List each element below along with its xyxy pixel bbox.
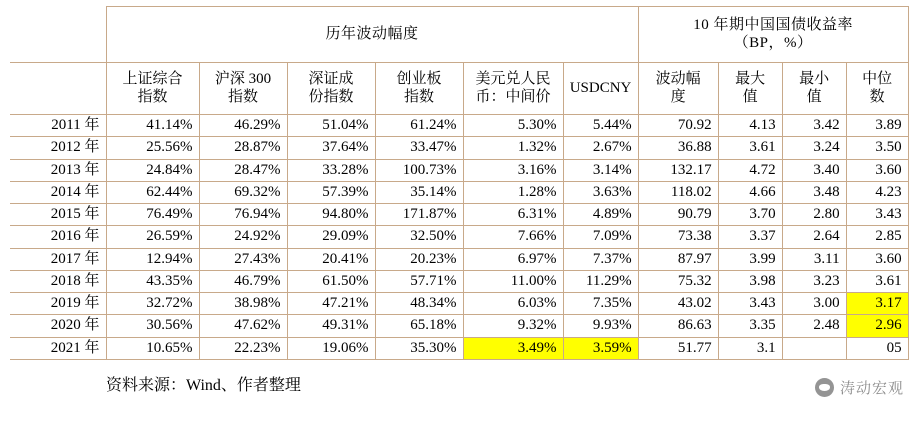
table-cell: 132.17: [638, 159, 718, 181]
table-cell: 57.39%: [287, 181, 375, 203]
table-corner-cell-2: [10, 63, 106, 115]
table-cell: 3.14%: [563, 159, 638, 181]
table-cell: 2.67%: [563, 137, 638, 159]
row-header-year: 2013 年: [10, 159, 106, 181]
table-cell: 30.56%: [106, 315, 199, 337]
table-cell: 100.73%: [375, 159, 463, 181]
table-cell: 6.31%: [463, 204, 563, 226]
table-cell: 4.89%: [563, 204, 638, 226]
table-cell: 3.60: [846, 159, 908, 181]
table-cell: 2.64: [782, 226, 846, 248]
table-row: [10, 204, 908, 226]
column-header-line: 最大: [735, 71, 766, 88]
table-cell: 76.94%: [199, 204, 287, 226]
table-row: [10, 181, 908, 203]
table-cell: 4.72: [718, 159, 782, 181]
table-cell: 05: [846, 337, 908, 359]
table-cell: 86.63: [638, 315, 718, 337]
column-header-line: 上证综合: [122, 71, 183, 88]
table-cell: 6.03%: [463, 293, 563, 315]
table-cell: 3.63%: [563, 181, 638, 203]
table-row: [10, 337, 908, 359]
row-header-year: 2016 年: [10, 226, 106, 248]
table-row: [10, 315, 908, 337]
row-header-year: 2017 年: [10, 248, 106, 270]
column-header-line: 值: [742, 88, 758, 105]
table-cell: 29.09%: [287, 226, 375, 248]
table-cell: 32.72%: [106, 293, 199, 315]
column-header-line: 指数: [403, 88, 434, 105]
table-cell: 43.35%: [106, 270, 199, 292]
table-row: [10, 293, 908, 315]
table-cell: 3.42: [782, 115, 846, 137]
table-cell: 61.50%: [287, 270, 375, 292]
table-cell: 70.92: [638, 115, 718, 137]
table-column-header-row: [10, 63, 908, 115]
table-cell: 3.1: [718, 337, 782, 359]
table-cell: 9.93%: [563, 315, 638, 337]
table-cell: 37.64%: [287, 137, 375, 159]
group-header-bond-yield-line1: 10 年期中国国债收益率: [693, 17, 853, 34]
table-cell: 7.37%: [563, 248, 638, 270]
table-cell: 65.18%: [375, 315, 463, 337]
column-header-line: 深证成: [308, 71, 354, 88]
table-cell: 1.28%: [463, 181, 563, 203]
group-header-bond-yield: [638, 7, 908, 63]
column-header-min: [782, 63, 846, 115]
column-header-line: 指数: [137, 88, 168, 105]
column-header-line: 中位: [862, 71, 893, 88]
table-cell: 3.43: [846, 204, 908, 226]
table-cell: 3.48: [782, 181, 846, 203]
table-cell: 47.62%: [199, 315, 287, 337]
table-cell: 3.98: [718, 270, 782, 292]
table-cell: 46.29%: [199, 115, 287, 137]
column-header-line: 度: [670, 88, 686, 105]
group-header-volatility: 历年波动幅度: [106, 7, 638, 63]
column-header-line: 份指数: [308, 88, 354, 105]
source-note: 资料来源：Wind、作者整理: [106, 376, 301, 394]
table-cell: 3.43: [718, 293, 782, 315]
table-cell: 3.23: [782, 270, 846, 292]
watermark-text: 涛动宏观: [839, 381, 904, 397]
table-cell: 19.06%: [287, 337, 375, 359]
column-header-max: [718, 63, 782, 115]
table-cell: 76.49%: [106, 204, 199, 226]
table-cell: 69.32%: [199, 181, 287, 203]
table-cell: 32.50%: [375, 226, 463, 248]
table-row: [10, 248, 908, 270]
table-cell: 24.92%: [199, 226, 287, 248]
table-cell: 36.88: [638, 137, 718, 159]
table-cell: 1.32%: [463, 137, 563, 159]
table-cell: 4.23: [846, 181, 908, 203]
column-header-yield-range: [638, 63, 718, 115]
row-header-year: 2021 年: [10, 337, 106, 359]
table-cell: 51.04%: [287, 115, 375, 137]
table-cell: 61.24%: [375, 115, 463, 137]
table-cell: 2.85: [846, 226, 908, 248]
table-cell: 3.11: [782, 248, 846, 270]
table-cell: 5.44%: [563, 115, 638, 137]
table-cell: 47.21%: [287, 293, 375, 315]
table-cell: 3.37: [718, 226, 782, 248]
column-header-line: 波动幅: [655, 71, 701, 88]
table-cell: 3.16%: [463, 159, 563, 181]
table-cell: 20.23%: [375, 248, 463, 270]
column-header-median: [846, 63, 908, 115]
table-cell: 90.79: [638, 204, 718, 226]
table-cell: 12.94%: [106, 248, 199, 270]
column-header-line: 数: [869, 88, 885, 105]
table-cell: 2.80: [782, 204, 846, 226]
table-cell: 3.61: [846, 270, 908, 292]
table-cell: 11.00%: [463, 270, 563, 292]
table-row: [10, 115, 908, 137]
table-cell: 3.49%: [463, 337, 563, 359]
table-cell: 4.66: [718, 181, 782, 203]
table-cell: 28.87%: [199, 137, 287, 159]
group-header-bond-yield-line2: （BP，%）: [733, 34, 813, 51]
table-cell: 3.61: [718, 137, 782, 159]
table-cell: 22.23%: [199, 337, 287, 359]
table-cell: 75.32: [638, 270, 718, 292]
row-header-year: 2019 年: [10, 293, 106, 315]
table-cell: 62.44%: [106, 181, 199, 203]
table-cell: 3.59%: [563, 337, 638, 359]
table-cell: 87.97: [638, 248, 718, 270]
column-header-line: 创业板: [396, 71, 442, 88]
table-cell: 38.98%: [199, 293, 287, 315]
row-header-year: 2015 年: [10, 204, 106, 226]
table-cell: 9.32%: [463, 315, 563, 337]
column-header-chinext: [375, 63, 463, 115]
table-corner-cell: [10, 7, 106, 63]
table-cell: 171.87%: [375, 204, 463, 226]
table-cell: [782, 337, 846, 359]
table-cell: 3.50: [846, 137, 908, 159]
data-table: [10, 6, 909, 360]
column-header-line: USDCNY: [569, 79, 632, 96]
table-cell: 6.97%: [463, 248, 563, 270]
table-cell: 5.30%: [463, 115, 563, 137]
table-row: [10, 270, 908, 292]
column-header-usdcny: [563, 63, 638, 115]
table-cell: 46.79%: [199, 270, 287, 292]
column-header-usdcny-fixing: [463, 63, 563, 115]
table-cell: 3.35: [718, 315, 782, 337]
table-cell: 35.14%: [375, 181, 463, 203]
table-row: [10, 159, 908, 181]
table-cell: 3.17: [846, 293, 908, 315]
table-cell: 3.60: [846, 248, 908, 270]
column-header-line: 美元兑人民: [475, 71, 551, 88]
column-header-line: 值: [806, 88, 822, 105]
table-cell: 33.28%: [287, 159, 375, 181]
column-header-line: 指数: [227, 88, 258, 105]
table-cell: 3.40: [782, 159, 846, 181]
column-header-line: 沪深 300: [214, 71, 272, 88]
table-cell: 20.41%: [287, 248, 375, 270]
table-cell: 33.47%: [375, 137, 463, 159]
row-header-year: 2012 年: [10, 137, 106, 159]
table-cell: 4.13: [718, 115, 782, 137]
table-cell: 26.59%: [106, 226, 199, 248]
table-cell: 7.35%: [563, 293, 638, 315]
column-header-szse-component: [287, 63, 375, 115]
table-cell: 3.70: [718, 204, 782, 226]
table-cell: 27.43%: [199, 248, 287, 270]
row-header-year: 2018 年: [10, 270, 106, 292]
row-header-year: 2020 年: [10, 315, 106, 337]
table-cell: 25.56%: [106, 137, 199, 159]
table-cell: 3.89: [846, 115, 908, 137]
table-cell: 57.71%: [375, 270, 463, 292]
table-row: [10, 137, 908, 159]
column-header-line: 最小: [799, 71, 830, 88]
table-cell: 94.80%: [287, 204, 375, 226]
table-cell: 7.66%: [463, 226, 563, 248]
table-cell: 43.02: [638, 293, 718, 315]
table-cell: 2.96: [846, 315, 908, 337]
table-cell: 10.65%: [106, 337, 199, 359]
column-header-sse-composite: [106, 63, 199, 115]
table-cell: 28.47%: [199, 159, 287, 181]
table-cell: 73.38: [638, 226, 718, 248]
column-header-csi300: [199, 63, 287, 115]
table-cell: 3.00: [782, 293, 846, 315]
table-cell: 24.84%: [106, 159, 199, 181]
table-cell: 41.14%: [106, 115, 199, 137]
table-cell: 3.99: [718, 248, 782, 270]
table-group-header-row: [10, 7, 908, 63]
table-cell: 35.30%: [375, 337, 463, 359]
table-row: [10, 226, 908, 248]
row-header-year: 2011 年: [10, 115, 106, 137]
table-cell: 118.02: [638, 181, 718, 203]
table-cell: 51.77: [638, 337, 718, 359]
table-body: [10, 115, 908, 360]
table-cell: 11.29%: [563, 270, 638, 292]
table-cell: 49.31%: [287, 315, 375, 337]
table-cell: 2.48: [782, 315, 846, 337]
column-header-line: 币：中间价: [475, 88, 551, 105]
row-header-year: 2014 年: [10, 181, 106, 203]
table-cell: 7.09%: [563, 226, 638, 248]
table-cell: 48.34%: [375, 293, 463, 315]
table-cell: 3.24: [782, 137, 846, 159]
